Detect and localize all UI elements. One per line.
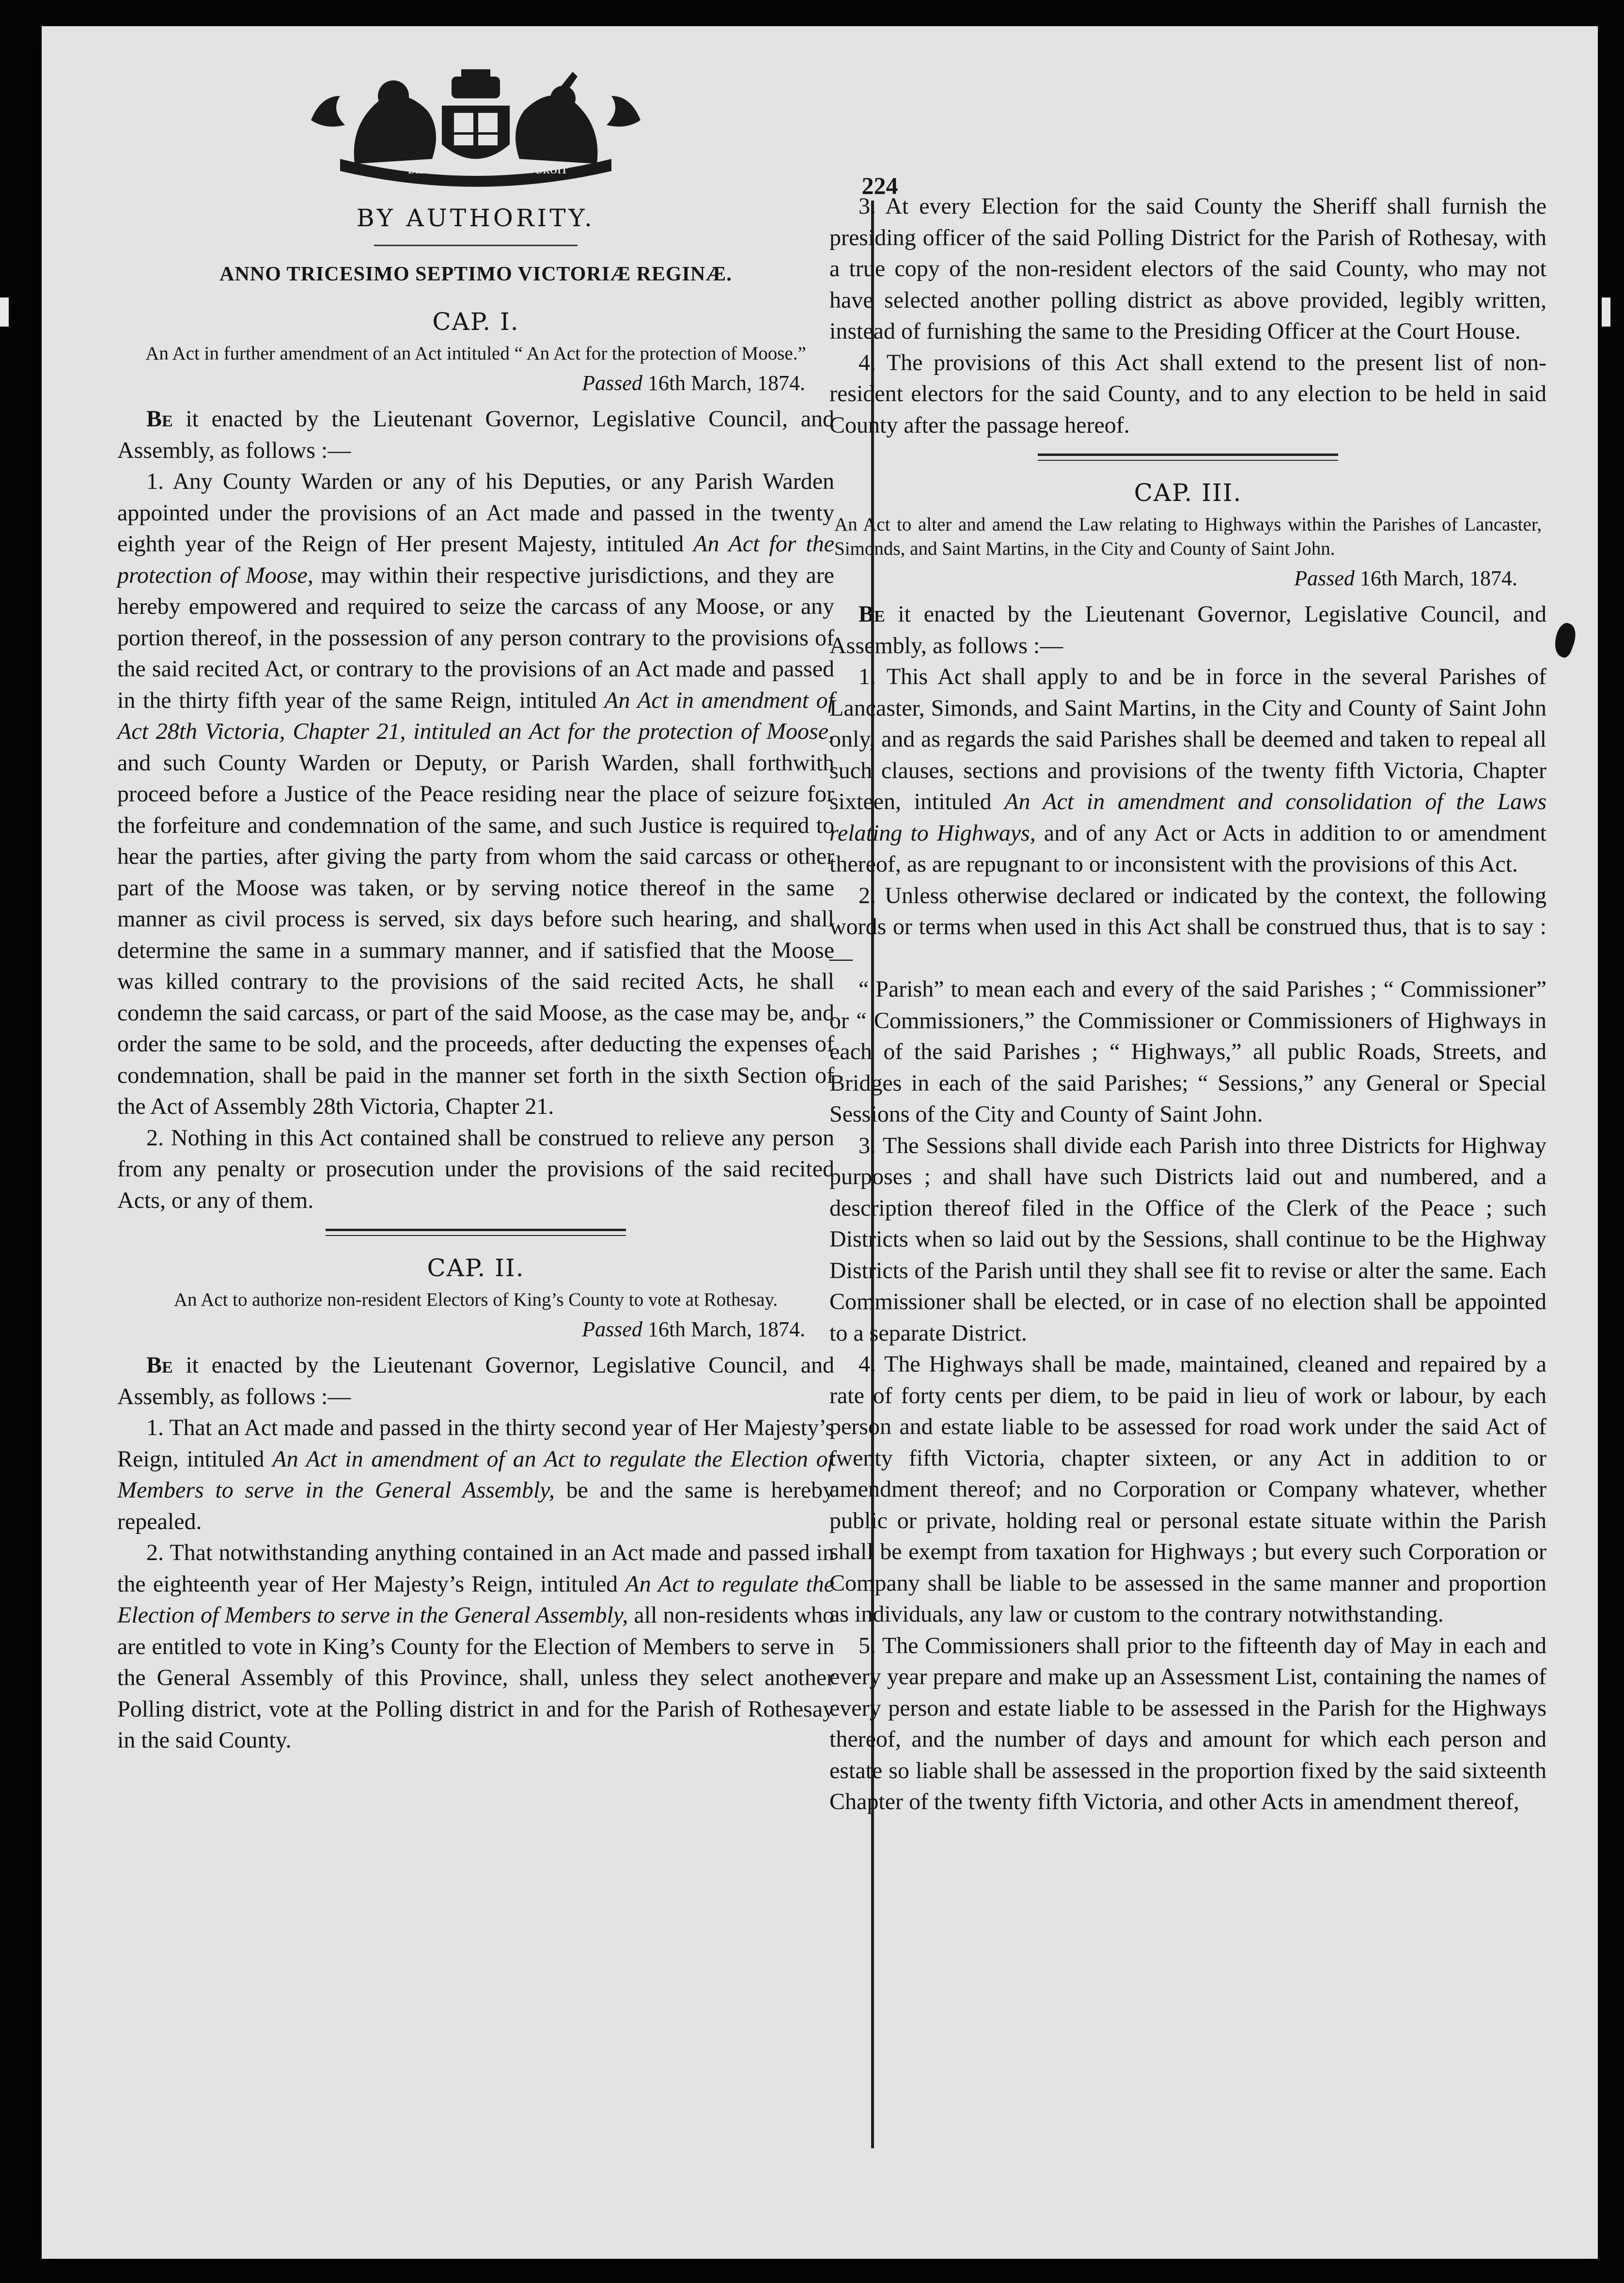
heading-rule [374,245,578,246]
cap-2-title: An Act to authorize non-resident Electors of King’s County to vote at Rothesay. [173,1289,778,1310]
cap-3-section-3: 3. The Sessions shall divide each Parish into three Districts for Highway purposes ; and shall have such Districts laid out and numbered, and a description thereof filed in the Office of the Clerk of the Peace ; such Districts when so laid out by the Sessions, shall continue to be the Highway Districts of the Parish until they shall see fit to revise or alter the same. Each Commissioner shall be elected, or in case of no election shall be appointed to a separate District. [829,1132,1546,1346]
page-number: 224 [861,172,898,199]
right-column [829,191,1546,1818]
scan-mark-left [0,297,9,327]
cap-2-passed-date: Passed 16th March, 1874. [582,1317,805,1341]
cap-3-title: An Act to alter and amend the Law relating to Highways within the Parishes of Lancaster, Simonds, and Saint Martins, in the City and County of Saint John. [834,514,1542,559]
cap-3-heading: CAP. III. [1134,479,1242,507]
cap-3-section-2: 2. Unless otherwise declared or indicated by the context, the following words or terms when used in this Act shall be construed thus, that is to say :— [829,882,1546,971]
svg-text:DIEU ET: DIEU ET [408,165,448,176]
cap-3-section-1: 1. This Act shall apply to and be in force in the several Parishes of Lancaster, Simonds, and Saint Martins, in the City and County of Saint John only, and as regards the said Parishes shall be deemed and taken to repeal all such clauses, sections and provisions of the twenty fifth Victoria, Chapter sixteen, intituled An Act in amendment and consolidation of the Laws relating to Highways, and of any Act or Acts in addition to or amendment thereof, as are repugnant to or inconsistent with the provisions of this Act. [829,664,1546,877]
scan-mark-right [1602,297,1610,327]
cap-1-section-2: 2. Nothing in this Act contained shall be construed to relieve any person from any penalty or prosecution under the provisions of the said recited Acts, or any of them. [117,1125,834,1213]
cap-2-section-2: 2. That notwithstanding anything contained in an Act made and passed in the eighteenth year of Her Majesty’s Reign, intituled An Act to regulate the Election of Members to serve in the General Assembly, all non-residents who are entitled to vote in King’s County for the Election of Members to serve in the General Assembly of this Province, shall, unless they select another Polling district, vote at the Polling district in and for the Parish of Rothesay in the said County. [117,1540,835,1753]
by-authority-heading: BY AUTHORITY. [356,204,595,232]
cap-2-section-3: 3. At every Election for the said County the Sheriff shall furnish the presiding officer of the said Polling District for the Parish of Rothesay, with a true copy of the non-resident electors of the said County, who may not have selected another polling district as above provided, legibly written, instead of furnishing the same to the Presiding Officer at the Court House. [829,193,1546,344]
cap-2-section-4: 4. The provisions of this Act shall extend to the present list of non-resident electors for the said County, and to any election to be held in said County after the passage hereof. [829,349,1546,438]
cap-3-section-4: 4. The Highways shall be made, maintained, cleaned and repaired by a rate of forty cents per diem, to be paid in lieu of work or labour, by each person and estate liable to be assessed for road work under the said Act of twenty fifth Victoria, chapter sixteen, or any Act in addition to or amendment thereof; and no Corporation or Company whatever, whether public or private, holding real or personal estate situate within the Parish shall be exempt from taxation for Highways ; but every such Corporation or Company shall be liable to be assessed in the same manner and proportion as individuals, any law or custom to the contrary notwithstanding. [829,1351,1546,1627]
cap-2-section-1: 1. That an Act made and passed in the thirty second year of Her Majesty’s Reign, intituled An Act in amendment of an Act to regulate the Election of Members to serve in the General Assembly, be and the same is hereby repealed. [117,1415,835,1534]
cap-2-heading: CAP. II. [427,1254,525,1282]
ink-blot [1550,621,1580,659]
cap-3-enacting-clause: Be it enacted by the Lieutenant Governor, Legislative Council, and Assembly, as follows :— [829,601,1546,658]
svg-text:MON DROIT: MON DROIT [510,165,568,176]
cap-1-heading: CAP. I. [432,308,519,336]
royal-coat-of-arms-icon [282,67,670,188]
regnal-year-heading: ANNO TRICESIMO SEPTIMO VICTORIÆ REGINÆ. [219,263,732,285]
cap-1-passed-date: Passed 16th March, 1874. [582,371,805,395]
left-column [117,26,834,1756]
cap-1-section-1: 1. Any County Warden or any of his Deputies, or any Parish Warden appointed under the provisions of an Act made and passed in the twenty eighth year of the Reign of Her present Majesty, intituled An Act for the protection of Moose, may within their respective jurisdictions, and they are hereby empowered and required to seize the carcass of any Moose, or any portion thereof, in the possession of any person contrary to the provisions of the said recited Act, or contrary to the provisions of an Act made and passed in the thirty fifth year of the same Reign, intituled An Act in amendment of Act 28th Victoria, Chapter 21, intituled an Act for the protection of Moose, and such County Warden or Deputy, or Parish Warden, shall forthwith proceed before a Justice of the Peace residing near the place of seizure for the forfeiture and condemnation of the same, and such Justice is required to hear the parties, after giving the party from whom the said carcass or other part of the Moose was taken, or by serving notice thereof in the same manner as civil process is served, six days before such hearing, and shall determine the same in a summary manner, and if satisfied that the Moose was killed contrary to the provisions of the said recited Acts, he shall condemn the said carcass, or part of the said Moose, as the case may be, and order the same to be sold, and the proceeds, after deducting the expenses of condemnation, shall be paid in the manner set forth in the sixth Section of the Act of Assembly 28th Victoria, Chapter 21. [117,469,835,1119]
cap-1-title: An Act in further amendment of an Act intituled “ An Act for the protection of Moose.” [145,343,806,364]
cap-2-enacting-clause: Be it enacted by the Lieutenant Governor, Legislative Council, and Assembly, as follows :— [117,1352,834,1409]
section-separator [326,1229,626,1236]
section-separator [1038,453,1338,461]
cap-3-definitions: “ Parish” to mean each and every of the said Parishes ; “ Commissioner” or “ Commissioners,” the Commissioner or Commissioners of Highways in each of the said Parishes ; “ Highways,” all public Roads, Streets, and Bridges in each of the said Parishes; “ Sessions,” any General or Special Sessions of the City and County of Saint John. [829,976,1546,1127]
cap-1-enacting-clause: Be it enacted by the Lieutenant Governor, Legislative Council, and Assembly, as follows :— [117,406,834,463]
cap-3-section-5: 5. The Commissioners shall prior to the fifteenth day of May in each and every year prepare and make up an Assessment List, containing the names of every person and estate liable to be assessed in the Parish for the Highways thereof, and the number of days and amount for which each person and estate so liable shall be assessed in the proportion fixed by the said sixteenth Chapter of the twenty fifth Victoria, and other Acts in amendment thereof, [829,1632,1546,1814]
cap-3-passed-date: Passed 16th March, 1874. [1294,566,1517,590]
document-page [42,26,1598,2259]
